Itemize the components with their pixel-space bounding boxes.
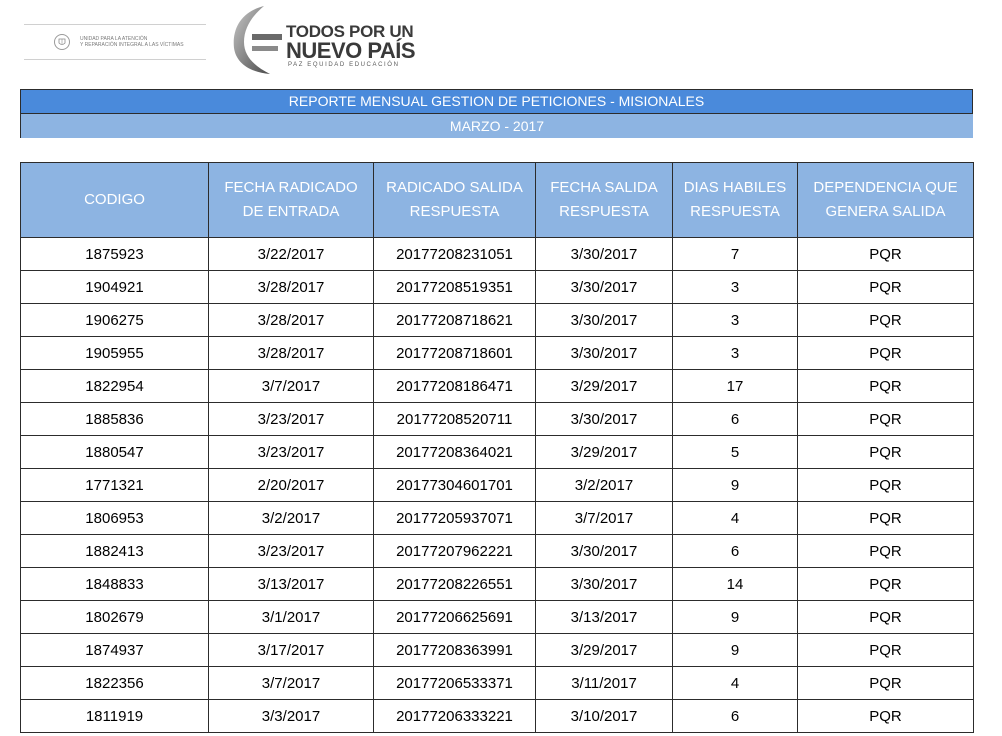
report-title: REPORTE MENSUAL GESTION DE PETICIONES - MISIONALES [20, 89, 973, 114]
dependencia-cell: PQR [798, 601, 974, 634]
fecha-salida-cell: 3/30/2017 [536, 271, 673, 304]
radicado-salida-cell: 20177208231051 [374, 238, 536, 271]
dependencia-cell: PQR [798, 568, 974, 601]
table-row [21, 502, 974, 535]
dependencia-cell: PQR [798, 700, 974, 733]
fecha-radicado-cell: 3/13/2017 [209, 568, 374, 601]
fecha-salida-cell: 3/7/2017 [536, 502, 673, 535]
fecha-radicado-cell: 3/23/2017 [209, 535, 374, 568]
fecha-salida-cell: 3/30/2017 [536, 535, 673, 568]
institution-name [80, 36, 184, 48]
dependencia-cell: PQR [798, 436, 974, 469]
radicado-salida-cell: 20177208520711 [374, 403, 536, 436]
dependencia-cell: PQR [798, 238, 974, 271]
dias-habiles-cell: 3 [673, 304, 798, 337]
table-row [21, 601, 974, 634]
fecha-salida-cell: 3/30/2017 [536, 337, 673, 370]
codigo-cell: 1811919 [21, 700, 209, 733]
table-row [21, 370, 974, 403]
swoosh-icon [230, 4, 290, 76]
dependencia-cell: PQR [798, 667, 974, 700]
dias-habiles-cell: 5 [673, 436, 798, 469]
dias-habiles-cell: 6 [673, 535, 798, 568]
institution-name-line2: Y REPARACIÓN INTEGRAL A LAS VÍCTIMAS [80, 42, 184, 48]
codigo-cell: 1905955 [21, 337, 209, 370]
dependencia-cell: PQR [798, 469, 974, 502]
fecha-radicado-cell: 3/7/2017 [209, 667, 374, 700]
table-row [21, 337, 974, 370]
fecha-radicado-cell: 3/7/2017 [209, 370, 374, 403]
dependencia-cell: PQR [798, 337, 974, 370]
codigo-cell: 1802679 [21, 601, 209, 634]
fecha-salida-cell: 3/29/2017 [536, 370, 673, 403]
radicado-salida-cell: 20177208364021 [374, 436, 536, 469]
petitions-table [20, 162, 974, 733]
slogan-logo [230, 4, 416, 74]
dias-habiles-cell: 9 [673, 634, 798, 667]
radicado-salida-cell: 20177304601701 [374, 469, 536, 502]
codigo-cell: 1882413 [21, 535, 209, 568]
dependencia-cell: PQR [798, 502, 974, 535]
dias-habiles-cell: 17 [673, 370, 798, 403]
fecha-salida-cell: 3/11/2017 [536, 667, 673, 700]
codigo-cell: 1806953 [21, 502, 209, 535]
codigo-cell: 1885836 [21, 403, 209, 436]
radicado-salida-cell: 20177208226551 [374, 568, 536, 601]
dias-habiles-cell: 7 [673, 238, 798, 271]
codigo-cell: 1904921 [21, 271, 209, 304]
table-row [21, 667, 974, 700]
dias-habiles-cell: 9 [673, 469, 798, 502]
fecha-radicado-cell: 3/1/2017 [209, 601, 374, 634]
radicado-salida-cell: 20177205937071 [374, 502, 536, 535]
radicado-salida-cell: 20177208519351 [374, 271, 536, 304]
dependencia-cell: PQR [798, 634, 974, 667]
fecha-radicado-cell: 3/3/2017 [209, 700, 374, 733]
fecha-radicado-cell: 3/23/2017 [209, 436, 374, 469]
codigo-cell: 1880547 [21, 436, 209, 469]
codigo-cell: 1906275 [21, 304, 209, 337]
table-row [21, 403, 974, 436]
dias-habiles-cell: 3 [673, 271, 798, 304]
table-body [21, 238, 974, 733]
fecha-radicado-cell: 3/28/2017 [209, 304, 374, 337]
table-row [21, 436, 974, 469]
dependencia-cell: PQR [798, 304, 974, 337]
table-row [21, 634, 974, 667]
column-header-fecha-salida: FECHA SALIDA RESPUESTA [536, 163, 673, 238]
dias-habiles-cell: 9 [673, 601, 798, 634]
fecha-salida-cell: 3/30/2017 [536, 568, 673, 601]
column-header-dias-habiles: DIAS HABILES RESPUESTA [673, 163, 798, 238]
fecha-salida-cell: 3/2/2017 [536, 469, 673, 502]
column-header-codigo: CODIGO [21, 163, 209, 238]
coat-of-arms-icon [54, 34, 70, 50]
dias-habiles-cell: 4 [673, 667, 798, 700]
codigo-cell: 1875923 [21, 238, 209, 271]
table-row [21, 304, 974, 337]
radicado-salida-cell: 20177208718621 [374, 304, 536, 337]
table-row [21, 535, 974, 568]
table-row [21, 568, 974, 601]
radicado-salida-cell: 20177206533371 [374, 667, 536, 700]
radicado-salida-cell: 20177207962221 [374, 535, 536, 568]
dependencia-cell: PQR [798, 403, 974, 436]
fecha-radicado-cell: 3/28/2017 [209, 271, 374, 304]
radicado-salida-cell: 20177208363991 [374, 634, 536, 667]
fecha-radicado-cell: 3/2/2017 [209, 502, 374, 535]
dependencia-cell: PQR [798, 370, 974, 403]
codigo-cell: 1771321 [21, 469, 209, 502]
dias-habiles-cell: 4 [673, 502, 798, 535]
fecha-salida-cell: 3/30/2017 [536, 304, 673, 337]
table-row [21, 469, 974, 502]
table-header-row [21, 163, 974, 238]
dias-habiles-cell: 14 [673, 568, 798, 601]
dias-habiles-cell: 6 [673, 403, 798, 436]
column-header-radicado-salida: RADICADO SALIDA RESPUESTA [374, 163, 536, 238]
slogan-tagline: PAZ EQUIDAD EDUCACIÓN [288, 62, 400, 68]
report-period: MARZO - 2017 [20, 114, 973, 138]
fecha-salida-cell: 3/10/2017 [536, 700, 673, 733]
dependencia-cell: PQR [798, 271, 974, 304]
fecha-radicado-cell: 3/23/2017 [209, 403, 374, 436]
codigo-cell: 1848833 [21, 568, 209, 601]
table-row [21, 271, 974, 304]
fecha-radicado-cell: 2/20/2017 [209, 469, 374, 502]
fecha-radicado-cell: 3/17/2017 [209, 634, 374, 667]
codigo-cell: 1874937 [21, 634, 209, 667]
fecha-radicado-cell: 3/22/2017 [209, 238, 374, 271]
fecha-salida-cell: 3/30/2017 [536, 403, 673, 436]
dependencia-cell: PQR [798, 535, 974, 568]
codigo-cell: 1822356 [21, 667, 209, 700]
column-header-fecha-radicado: FECHA RADICADO DE ENTRADA [209, 163, 374, 238]
radicado-salida-cell: 20177208718601 [374, 337, 536, 370]
radicado-salida-cell: 20177208186471 [374, 370, 536, 403]
fecha-salida-cell: 3/13/2017 [536, 601, 673, 634]
table-row [21, 700, 974, 733]
dias-habiles-cell: 3 [673, 337, 798, 370]
institution-logo [24, 24, 206, 60]
fecha-radicado-cell: 3/28/2017 [209, 337, 374, 370]
fecha-salida-cell: 3/29/2017 [536, 436, 673, 469]
slogan-line-1: TODOS POR UN [286, 22, 414, 41]
dias-habiles-cell: 6 [673, 700, 798, 733]
table-row [21, 238, 974, 271]
radicado-salida-cell: 20177206333221 [374, 700, 536, 733]
fecha-salida-cell: 3/29/2017 [536, 634, 673, 667]
radicado-salida-cell: 20177206625691 [374, 601, 536, 634]
codigo-cell: 1822954 [21, 370, 209, 403]
slogan-line-2: NUEVO PAÍS [286, 38, 416, 63]
institution-name-line1: UNIDAD PARA LA ATENCIÓN [80, 36, 148, 42]
column-header-dependencia: DEPENDENCIA QUE GENERA SALIDA [798, 163, 974, 238]
fecha-salida-cell: 3/30/2017 [536, 238, 673, 271]
